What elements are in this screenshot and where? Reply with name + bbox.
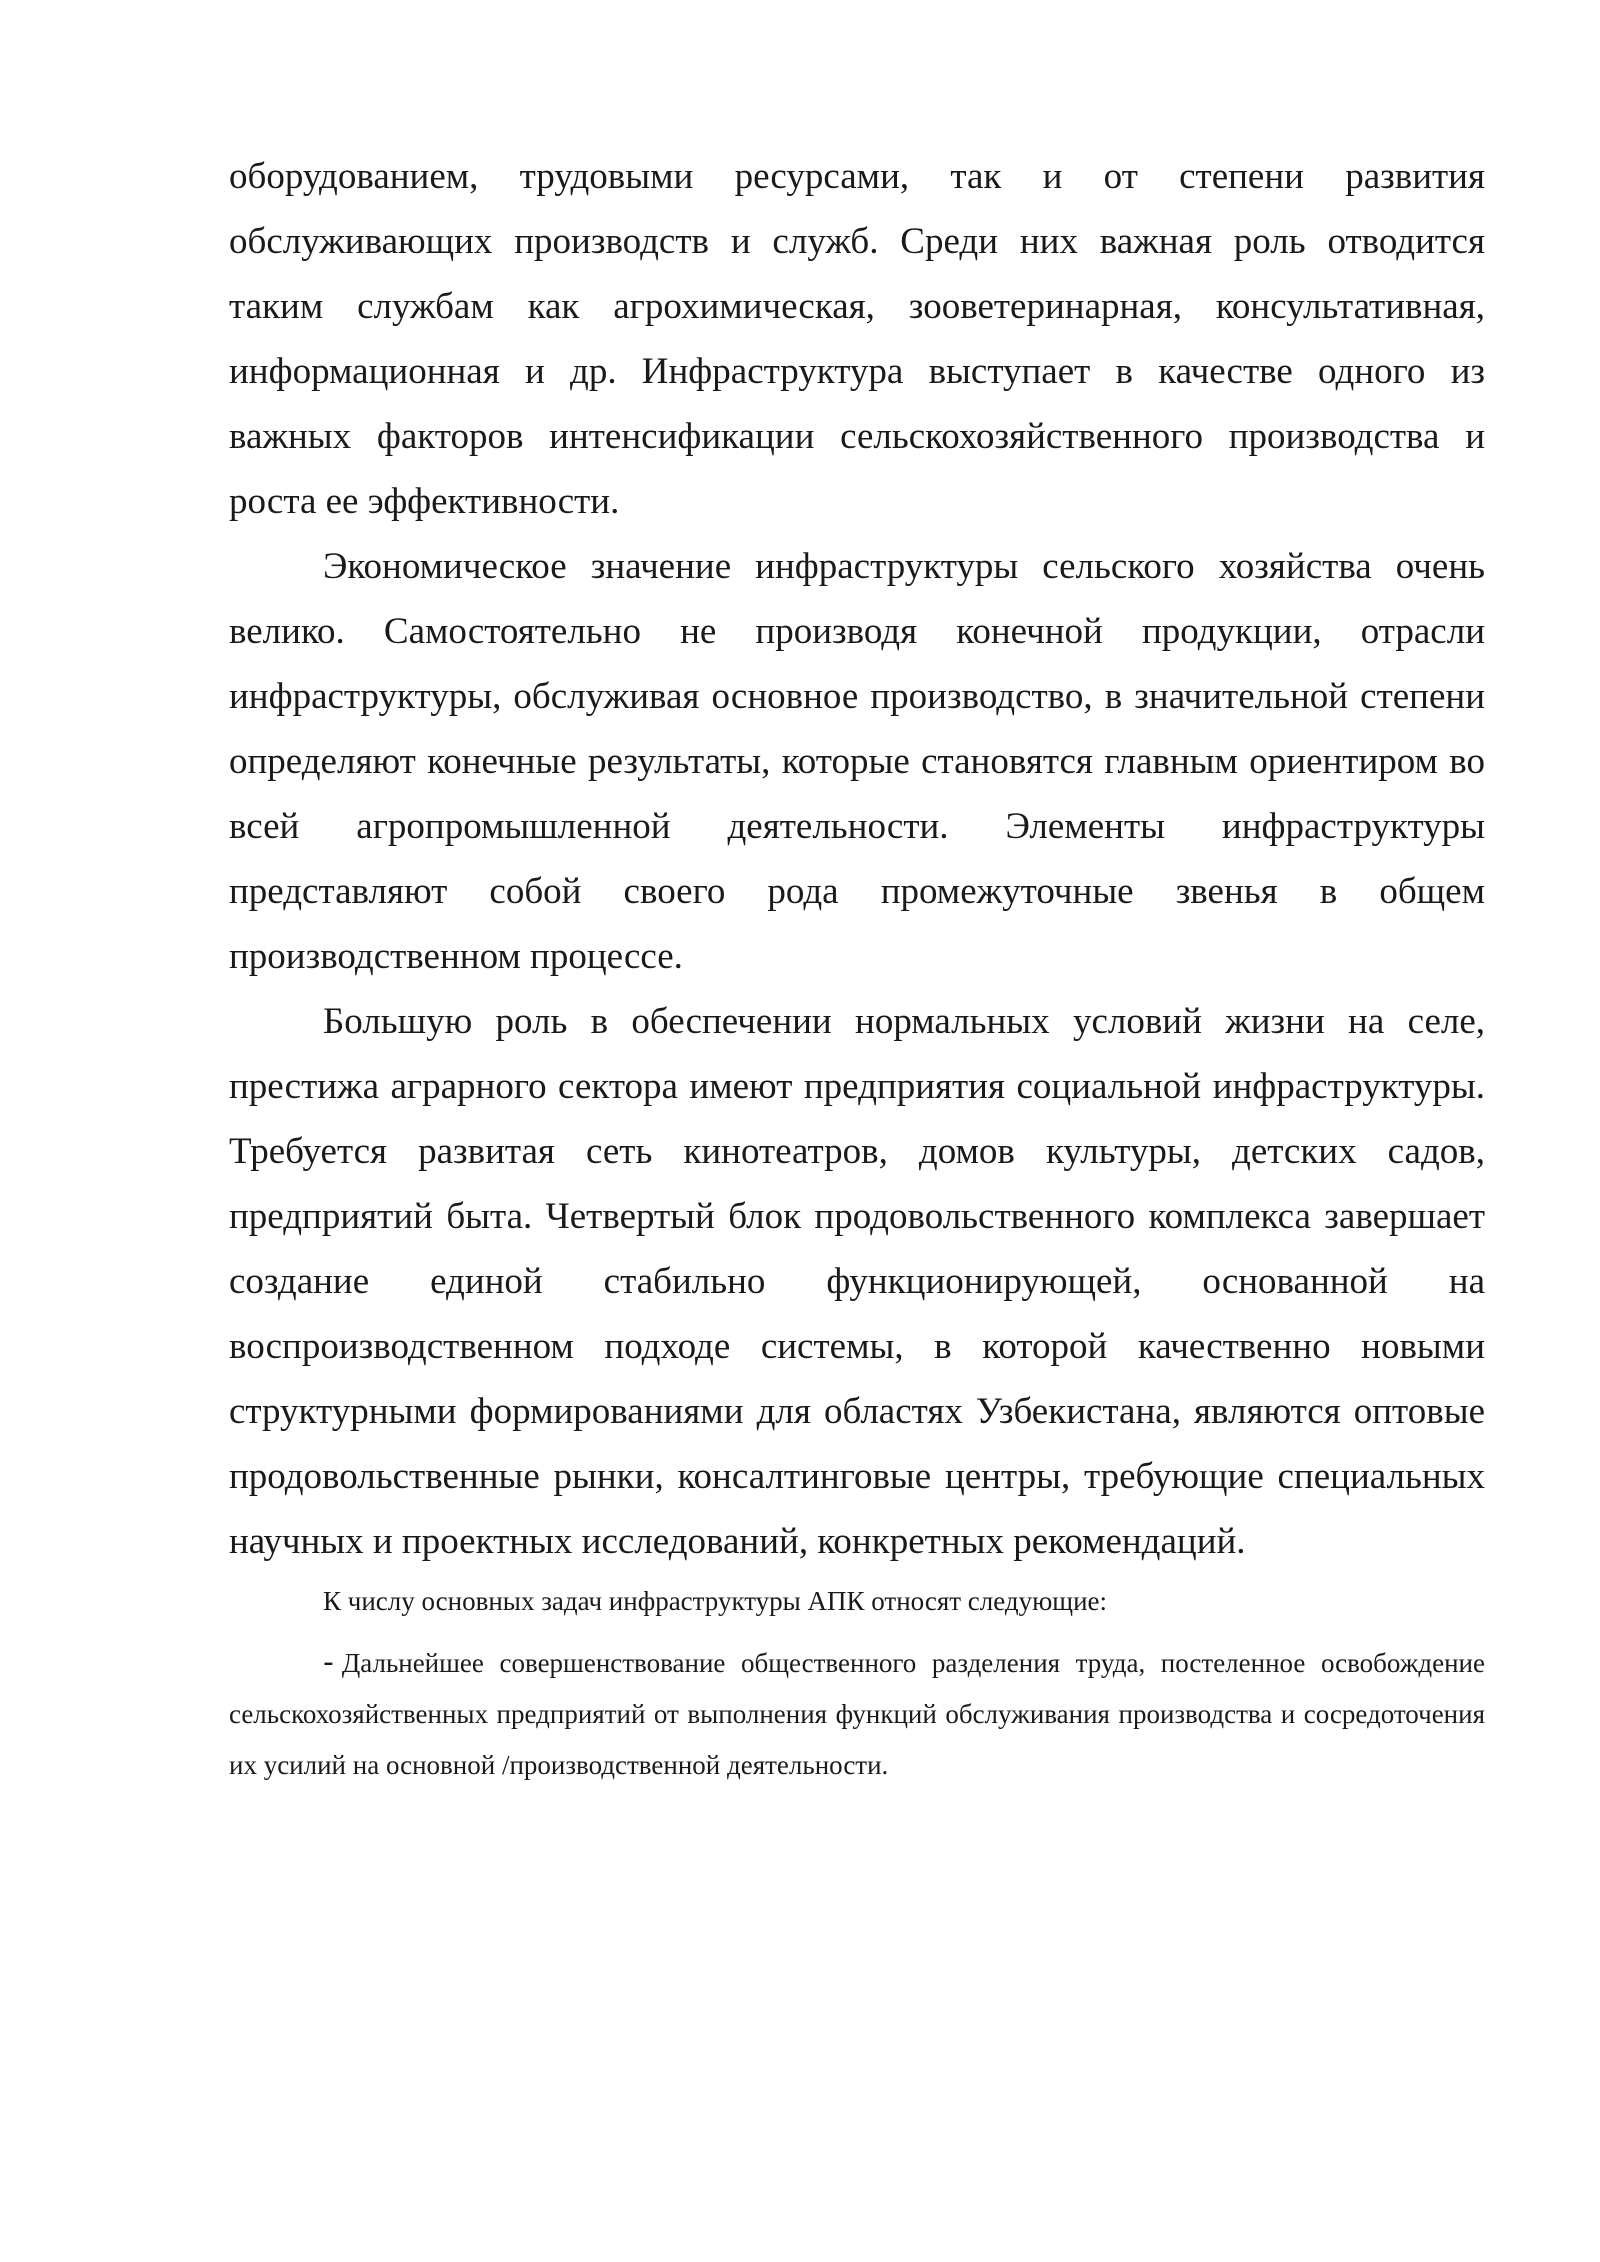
paragraph-economic-significance: Экономическое значение инфраструктуры сельского хозяйства очень велико. Самостоятельно не производя конечной продукции, отрасли инфраструктуры, обслуживая основное производство, в значительной степени определяют конечные результаты, которые становятся главным ориентиром во всей агропромышленной деятельности. Элементы инфраструктуры представляют собой своего рода промежуточные звенья в общем производственном процессе. bbox=[229, 546, 1485, 977]
list-item-text: Дальнейшее совершенствование общественного разделения труда, постеленное освобождение сельскохозяйственных предприятий от выполнения функций обслуживания производства и сосредоточения их усилий на основной /производственной деятельности. bbox=[229, 1648, 1485, 1780]
paragraph-continuation: оборудованием, трудовыми ресурсами, так и от степени развития обслуживающих производств и служб. Среди них важная роль отводится таким службам как агрохимическая, зооветеринарная, консультативная, информационная и др. Инфраструктура выступает в качестве одного из важных факторов интенсификации сельскохозяйственного производства и роста ее эффективности. bbox=[229, 156, 1485, 522]
list-dash-marker: - bbox=[323, 1645, 334, 1680]
paragraph-social-infrastructure: Большую роль в обеспечении нормальных условий жизни на селе, престижа аграрного сектора имеют предприятия социальной инфраструктуры. Требуется развитая сеть кинотеатров, домов культуры, детских садов, предприятий быта. Четвертый блок продовольственного комплекса завершает создание единой стабильно функционирующей, основанной на воспроизводственном подходе системы, в которой качественно новыми структурными формированиями для областях Узбекистана, являются оптовые продовольственные рынки, консалтинговые центры, требующие специальных научных и проектных исследований, конкретных рекомендаций. bbox=[229, 1001, 1485, 1562]
list-item bbox=[229, 1637, 1485, 1791]
document-body bbox=[229, 144, 1485, 1791]
list-intro: К числу основных задач инфраструктуры АПК относят следующие: bbox=[323, 1586, 1108, 1616]
